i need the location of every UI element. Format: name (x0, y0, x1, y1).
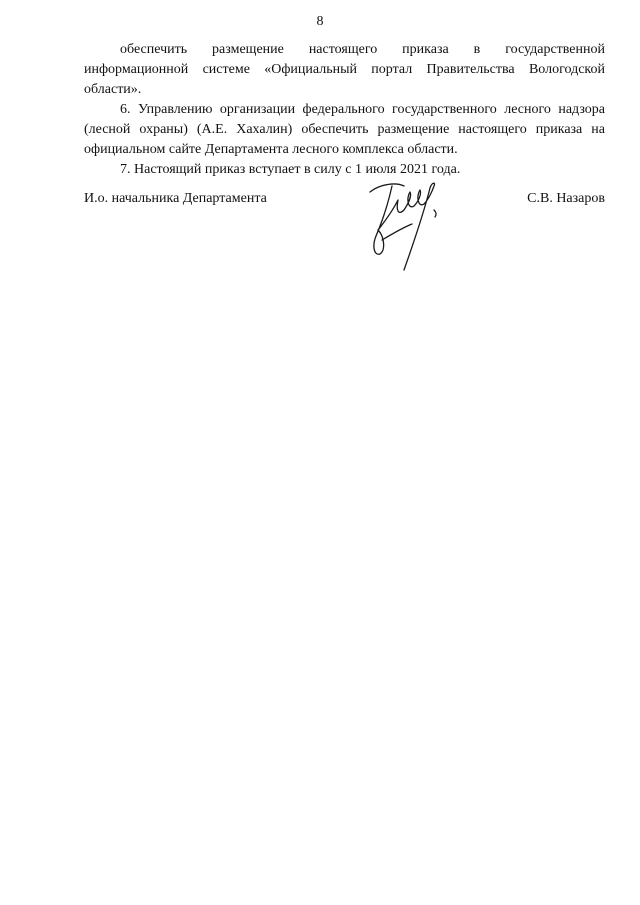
paragraph-item-7: 7. Настоящий приказ вступает в силу с 1 июля 2021 года. (120, 162, 461, 177)
document-body (84, 40, 605, 180)
paragraph-item-6: 6. Управлению организации федерального государственного лесного надзора (лесной охраны) (А.Е. Хахалин) обеспечить размещение настоящего приказа на официальном сайте Департамента лесного комплекса области. (84, 102, 605, 157)
signatory-position: И.о. начальника Департамента (84, 191, 267, 206)
signatory-name: С.В. Назаров (527, 191, 605, 206)
handwritten-signature (352, 170, 452, 280)
paragraph-publication-portal: обеспечить размещение настоящего приказа в государственной информационной системе «Официальный портал Правительства Вологодской области». (84, 42, 605, 97)
page-number: 8 (316, 14, 324, 29)
